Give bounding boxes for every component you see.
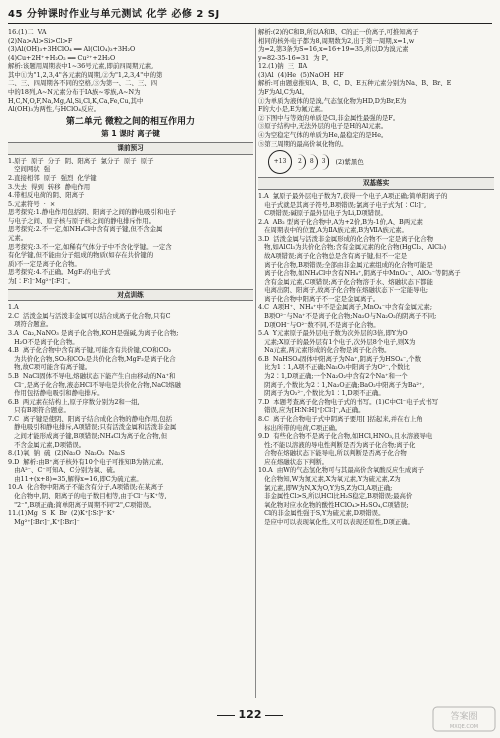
text-line: 10.A 由W的气态氢化物可与其最高价含氧酸反应生成离子 — [258, 466, 425, 475]
section-band-basics: 双基落实 — [258, 177, 494, 190]
text-line: 相同的核外电子都为8,周期数为2,出于第一周期,x=1,w — [258, 36, 415, 45]
text-line: 解析:(2)的C和B,所以A和B、C的正一价离子,可推知离子 — [258, 28, 419, 36]
right-answers-block-1 — [258, 28, 494, 148]
text-line: 故A项错误;离子化合物总是含有离子键,但不一定是 — [258, 251, 408, 260]
text-line: F的大小是,E为氟元素。 — [258, 105, 327, 114]
text-line: 离子化合物中阳离子不一定是金属离子。 — [258, 294, 380, 303]
text-line: 氧化物对应水化物的酸性HClO₄>H₂SO₄,C项错误; — [258, 500, 409, 509]
text-line: ⑤第三周期的最高价氧化物的。 — [258, 139, 348, 148]
watermark-logo — [432, 706, 496, 732]
text-line: 为F为Al,C为Al。 — [258, 88, 309, 97]
text-line: 应在熔融状态下判断。 — [258, 457, 329, 466]
column-divider — [255, 28, 256, 698]
text-line: 合物在熔融状态下能导电,所以判断是否离子化合物 — [258, 449, 407, 458]
text-line: "2⁻",B项正确;简单阳离子周期不同"2",C项错误。 — [8, 500, 156, 509]
text-line: 思考探究:4.不正确。MgF₂的电子式 — [8, 268, 111, 277]
text-line: 为[∶F∶]⁻Mg²⁺[∶F∶]⁻。 — [8, 276, 75, 285]
text-line: 物,故C项可能含有离子键。 — [8, 363, 92, 372]
text-line: 8.(1)氧 钠 硫 (2)Na₂O Na₂O₂ Na₂S — [8, 449, 125, 458]
text-line: 1.A 氯原子最外层电子数为7,获得一个电子,A项正确;简单阳离子的 — [258, 191, 448, 200]
text-line: 12.(1)钠 三 ⅡA — [258, 62, 308, 71]
text-line: 3.A Ca₂,NaNO₃ 是离子化合物,KOH是强碱,为离子化合物; — [8, 329, 179, 338]
text-line: 1.原子 原子 分子 阴、阳离子 氯分子 原子 原子 — [8, 156, 154, 165]
text-line: 4.带相反电荷的阴、阳离子 — [8, 191, 85, 200]
electron-shell: 8 — [310, 154, 318, 170]
text-line: 作用包括静电吸引和静电排斥。 — [8, 389, 104, 398]
text-line: Al(OH)₃为两性,与HClO₄反应。 — [8, 105, 101, 114]
atom-nucleus: +13 — [268, 150, 292, 174]
text-line: H,C,N,O,F,Na,Mg,Al,Si,Cl,K,Ca,Fe,Cu,其中 — [8, 96, 144, 105]
text-line: 二、三、四周期各不同的空格,③为第一、二、三、四 — [8, 79, 158, 88]
text-line: 元素。 — [8, 234, 28, 243]
text-line: 不含金属元素,D项错误。 — [8, 440, 86, 449]
text-line: Mg²⁺[∶Br∶]⁻,K⁺[∶Br∶]⁻ — [8, 517, 80, 526]
text-line: 10.A 化合物中阳离子不能含有分子,A项错误;在某离子 — [8, 483, 164, 492]
text-line: 氯元素,即W为N,X为O,Y为S,Z为Cl,A项正确; — [258, 483, 393, 492]
text-line: ①为单质为液体的是溴,气态氢化物为HD,D为Br,E为 — [258, 96, 407, 105]
page-header — [8, 4, 492, 24]
text-line: 1.A — [8, 303, 19, 312]
text-line: 为=2,第3条为S=16,x=16+19=35,所以D为溴元素 — [258, 45, 409, 54]
left-column — [8, 28, 253, 698]
text-line: 静电吸引和静电排斥,A项错误;只有活泼金属和活泼非金属 — [8, 423, 177, 432]
left-answers-block-1 — [8, 28, 253, 114]
text-line: 离子化合物,如NH₄Cl中含有NH₄⁺,阴离子中MnO₄⁻、AlO₂⁻等阴离子 — [258, 269, 461, 278]
text-line: H₂O不是离子化合物。 — [8, 337, 79, 346]
text-line: 与电子之间、原子核与原子核之间的静电排斥作用。 — [8, 216, 155, 225]
text-line: 8.C 离子化合物电子式中阴离子要用[ ]括起来,并在右上角 — [258, 414, 423, 423]
text-line: 7.D 本题考查离子化合物电子式的书写。(1)C中Cl⁻电子式书写 — [258, 397, 439, 406]
text-line: 空间网状 强 — [8, 165, 51, 174]
text-line: 标出所带的电荷,C项正确。 — [258, 423, 342, 432]
header-title: 45 分钟课时作业与单元测试 化学 必修 2 SJ — [8, 8, 220, 20]
text-line: 化合物知,W为氮元素,X为氧元素,Y为硫元素,Z为 — [258, 475, 401, 483]
atom-structure-diagram — [268, 150, 494, 174]
right-column — [258, 28, 494, 698]
text-line: Cl的非金属性强于S,Y为硫元素,D项错误。 — [258, 509, 385, 518]
left-answers-block-2 — [8, 157, 253, 286]
text-line: 7.C 离子键是使阴、阳离子结合成化合物的静电作用,包括 — [8, 414, 173, 423]
text-line: 5.元素符号 · × — [8, 199, 56, 208]
text-line: 9.D 有些化合物不是离子化合物,如HCl,HNO₃,且水溶液导电 — [258, 432, 433, 441]
text-line: 11.(1)Mg S K Br (2)K⁺[∶S∶]²⁻K⁺ — [8, 509, 115, 518]
text-line: (4)Cu+2H⁺+H₂O₂ ══ Cu²⁺+2H₂O — [8, 53, 116, 62]
text-line: 为2∶1,D项正确;一个Na₂O₂中含有2个Na⁺和一个 — [258, 372, 408, 381]
text-line: C项错误;碱原子最外层电子为Li,D项错误。 — [258, 209, 387, 218]
text-line: ③原子结构中,无法外层的电子是H的Al元素。 — [258, 122, 388, 131]
text-line: 由A²⁻、C⁻可知A、C分别为氧、硫。 — [8, 466, 120, 475]
text-line: 由11+(x+8)=35,解得x=16,即C为硫元素。 — [8, 474, 143, 483]
text-line: 2.A AB₂ 型离子化合物中,A为+2价,B为-1价,A、B两元素 — [258, 217, 423, 226]
text-line: 4.C A项H⁺、NH₄⁺中不是金属离子,MnO₄⁻中含有金属元素; — [258, 303, 432, 312]
text-line: 电子式就是其离子符号,B项错误;氯离子电子式为[∶Cl∶]⁻, — [258, 200, 427, 209]
text-line: 思考探究:3.不一定,如稀有气体分子中不含化学键。一定含 — [8, 242, 172, 251]
text-line: 非金属性Cl>S,所以HCl比H₂S稳定,B项错误;最高价 — [258, 492, 413, 501]
text-line: 比为1∶1,A项不正确;Na₂O₂中阳离子为O²⁻,个数比 — [258, 363, 410, 372]
text-line: 只有B项符合题意。 — [8, 406, 70, 415]
text-line: Na元素,两元素形成的化合物是离子化合物。 — [258, 346, 391, 355]
text-line: 中的18列,A~N元素分布于ⅠA族~零族,A~N为 — [8, 88, 141, 97]
text-line: 有化学键,但不能由分子组成的物质(如存在共价键的 — [8, 251, 154, 260]
electron-shell: 2 — [298, 154, 306, 170]
section-band-practice: 对点训练 — [8, 289, 253, 302]
text-line: 为共价化合物,SO₂和CO₂是共价化合物,MgF₂是离子化合 — [8, 354, 176, 363]
text-line: 3.失去 得到 转移 静电作用 — [8, 182, 91, 191]
left-answers-block-3 — [8, 303, 253, 526]
text-line: 2.直接相邻 原子 强烈 化学键 — [8, 173, 97, 182]
watermark-sub: MXQE.COM — [449, 724, 479, 730]
text-line: 电离出阴、阳离子,故离子化合物在熔融状态下一定能导电; — [258, 286, 429, 295]
text-line: 3.D 活泼金属与活泼非金属形成的化合物不一定是离子化合物 — [258, 234, 434, 243]
text-line: 2.C 活泼金属与活泼非金属可以结合成离子化合物,只有C — [8, 311, 171, 320]
text-line: 解析:该题用周期表中1~36号元素,即前四周期元素, — [8, 62, 154, 71]
text-line: 4.B 离子化合物中含有离子键,可能含有共价键,CO和CO₂ — [8, 346, 172, 355]
text-line: 6.B 两元素在结构上,原子序数分别为2和一组, — [8, 397, 140, 406]
text-line: (3)Al(OH)₃+3HClO₄ ══ Al(ClO₄)₃+3H₂O — [8, 45, 136, 54]
lesson-title: 第 1 课时 离子键 — [101, 128, 160, 138]
text-line: 错误,应为[H∶N∶H]⁺[∶Cl∶]⁻,A正确。 — [258, 406, 365, 415]
text-line: 含有金属元素,C项错误;离子化合物溶于水、熔融状态下都能 — [258, 277, 433, 286]
text-line: 16.(1)二 VA — [8, 28, 47, 36]
electron-shell: 3 — [322, 154, 330, 170]
text-line: ④为空稳定气体的单质为He,最稳定的是He。 — [258, 130, 388, 139]
text-line: 质)不一定是离子化合物。 — [8, 259, 81, 268]
text-line: 物,如AlCl₃为共价化合物;含有金属元素的化合物(HgCl₂、AlCl₃) — [258, 243, 447, 252]
section-band-preview: 课前预习 — [8, 142, 253, 155]
text-line: 9.D 解析:由B⁺离子核外有10个电子可推知B为钠元素, — [8, 457, 164, 466]
watermark-text: 答案圈 — [450, 712, 478, 722]
right-answers-block-2 — [258, 192, 494, 527]
text-line: 元素;X原子的最外层有1个电子,次外层8个电子,则X为 — [258, 337, 416, 346]
text-line: (3)Al (4)He (5)NaOH HF — [258, 70, 344, 79]
text-line: 6.B NaHSO₄固体中阳离子为Na⁺,阴离子为HSO₄⁻,个数 — [258, 354, 422, 363]
text-line: 5.A Y元素原子最外层电子数为次外层的3倍,即Y为O — [258, 329, 408, 338]
text-line: y=82-35-16=31 为 P。 — [258, 53, 333, 62]
text-line: 化合物中,阴、阳离子的电子数目相等,由于Cl⁻与K⁺等, — [8, 492, 167, 501]
atom-note: (2)紫黑色 — [335, 157, 364, 166]
text-line: 阴离子,个数比为2∶1,Na₂O正确;BaO₂中阳离子为Ba²⁺, — [258, 380, 425, 389]
watermark-icon — [432, 706, 496, 732]
text-line: 在周期表中的位置,A为ⅡA族元素,B为ⅦA族元素。 — [258, 226, 408, 235]
text-line: 是应中可以表现氧化性,又可以表现还原性,D项正确。 — [258, 517, 414, 526]
electron-shells — [298, 154, 329, 170]
text-line: 解析:可由题意推知A、B、C、D、E五种元素分别为Na、B、Br、E — [258, 79, 452, 88]
text-line: D项OH⁻与O²⁻数不同,不是离子化合物。 — [258, 320, 380, 329]
text-line: Cl⁻,是离子化合物,液态HCl不导电是共价化合物,NaCl熔融 — [8, 380, 181, 389]
page-number: 122 — [0, 708, 500, 723]
text-line: 其中①为"1,2,3,4"各元素的周期,②为"1,2,3,4"中的第 — [8, 70, 163, 79]
text-line: B项O²⁻与Na⁺不是离子化合物;Na₂O与Na₂O₂的阴离子不同; — [258, 312, 437, 321]
unit-title: 第二单元 微粒之间的相互作用力 — [65, 116, 196, 127]
text-line: ②下图中与等效的单质是Cl,非金属性最强的是F。 — [258, 113, 400, 122]
text-line: 思考探究:2.不一定,如NH₄Cl中含有离子键,但不含金属 — [8, 225, 163, 234]
text-line: 项符合题意。 — [8, 320, 53, 329]
text-line: 性;不能以溶液的导电性判断是否为离子化合物;离子化 — [258, 440, 416, 449]
text-line: 思考探究:1.静电作用包括阴、阳离子之间的静电吸引和电子 — [8, 208, 177, 217]
text-line: 离子化合物,B项错误;全部由非金属元素组成的化合物可能是 — [258, 260, 433, 269]
text-line: (2)Na>Al>Si>Cl>F — [8, 36, 73, 45]
text-line: 5.B NaCl固体不导电,熔融状态下能产生自由移动的Na⁺和 — [8, 371, 176, 380]
text-line: 阴离子为O₂²⁻,个数比为1∶1,D项不正确。 — [258, 389, 385, 398]
text-line: 之间才能形成离子键,B项错误;NH₄Cl为离子化合物,但 — [8, 432, 168, 440]
